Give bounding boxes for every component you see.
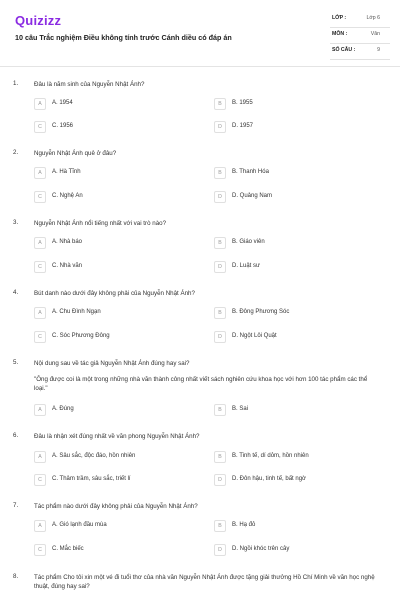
option-letter: B bbox=[214, 167, 226, 179]
question-number: 1. bbox=[13, 80, 19, 87]
option-text: B. Tinh tế, dí dỏm, hồn nhiên bbox=[232, 453, 309, 459]
meta-value: 9 bbox=[377, 47, 380, 53]
option-letter: B bbox=[214, 520, 226, 532]
option-text: B. Đông Phương Sóc bbox=[232, 309, 290, 315]
option-text: C. Thâm trầm, sâu sắc, triết lí bbox=[52, 476, 131, 482]
worksheet-title: 10 câu Trắc nghiệm Điều không tính trước Cánh diều có đáp án bbox=[15, 33, 232, 42]
meta-label: SỐ CÂU : bbox=[332, 47, 356, 53]
option-letter: A bbox=[34, 451, 46, 463]
header-divider bbox=[0, 66, 400, 67]
option-text: A. Chu Đình Ngạn bbox=[52, 309, 101, 315]
option-text: D. Luật sư bbox=[232, 263, 261, 269]
option-letter: D bbox=[214, 261, 226, 273]
worksheet-meta bbox=[330, 12, 390, 60]
option-text: D. Ngồi khóc trên cây bbox=[232, 546, 290, 552]
option-letter: A bbox=[34, 167, 46, 179]
option-letter: B bbox=[214, 307, 226, 319]
option-text: A. Gió lạnh đầu mùa bbox=[52, 522, 107, 528]
option-letter: D bbox=[214, 544, 226, 556]
option-letter: B bbox=[214, 451, 226, 463]
question-number: 5. bbox=[13, 359, 19, 366]
option-text: B. 1955 bbox=[232, 100, 253, 106]
question-text: Tác phẩm Cho tôi xin một vé đi tuổi thơ của nhà văn Nguyễn Nhật Ánh được tặng giải thưởng Hồ Chí Minh về văn học nghệ thuật, đúng hay sai? bbox=[34, 574, 375, 590]
option-letter: C bbox=[34, 331, 46, 343]
option-text: A. Sâu sắc, độc đáo, hồn nhiên bbox=[52, 453, 136, 459]
question-text: Tác phẩm nào dưới đây không phải của Nguyễn Nhật Ánh? bbox=[34, 503, 198, 510]
option-text: D. 1957 bbox=[232, 123, 254, 129]
option-letter: C bbox=[34, 544, 46, 556]
option-letter: D bbox=[214, 474, 226, 486]
option-text: B. Sai bbox=[232, 406, 249, 412]
option-letter: A bbox=[34, 237, 46, 249]
option-text: C. Nghệ An bbox=[52, 193, 83, 199]
option-text: C. 1956 bbox=[52, 123, 74, 129]
option-text: C. Sóc Phương Đông bbox=[52, 333, 110, 339]
question-number: 3. bbox=[13, 219, 19, 226]
meta-row-subject bbox=[330, 28, 390, 44]
option-letter: D bbox=[214, 121, 226, 133]
option-text: D. Quảng Nam bbox=[232, 193, 273, 199]
meta-value: Lớp 6 bbox=[366, 15, 380, 21]
option-text: C. Mắc biếc bbox=[52, 546, 84, 552]
meta-value: Văn bbox=[370, 31, 380, 37]
option-text: B. Giáo viên bbox=[232, 239, 265, 245]
question-text: Nguyễn Nhật Ánh nổi tiếng nhất với vai trò nào? bbox=[34, 220, 167, 227]
question-text: Bút danh nào dưới đây không phải của Nguyễn Nhật Ánh? bbox=[34, 290, 195, 297]
question-text: Đâu là nhận xét đúng nhất về văn phong Nguyễn Nhật Ánh? bbox=[34, 433, 200, 440]
meta-row-count bbox=[330, 44, 390, 60]
quizizz-logo: Quizizz bbox=[15, 13, 62, 28]
question-quote: "Ông được coi là một trong những nhà văn thành công nhất viết sách nghiên cứu khoa học với hơn 100 tác phẩm các thể loại." bbox=[34, 376, 368, 392]
option-text: A. Hà Tĩnh bbox=[52, 169, 81, 175]
option-letter: C bbox=[34, 191, 46, 203]
option-text: D. Đôn hậu, tinh tế, bất ngờ bbox=[232, 476, 306, 482]
option-letter: A bbox=[34, 307, 46, 319]
question-number: 2. bbox=[13, 149, 19, 156]
option-letter: C bbox=[34, 121, 46, 133]
option-text: C. Nhà văn bbox=[52, 263, 83, 269]
option-letter: C bbox=[34, 261, 46, 273]
worksheet-header bbox=[0, 0, 400, 70]
option-text: A. Nhà báo bbox=[52, 239, 83, 245]
question-number: 6. bbox=[13, 432, 19, 439]
question-number: 4. bbox=[13, 289, 19, 296]
meta-row-grade bbox=[330, 12, 390, 28]
option-text: D. Ngột Lôi Quật bbox=[232, 333, 277, 339]
option-letter: A bbox=[34, 98, 46, 110]
option-text: A. Đúng bbox=[52, 406, 74, 412]
option-letter: B bbox=[214, 237, 226, 249]
option-text: A. 1954 bbox=[52, 100, 73, 106]
question-text: Nguyễn Nhật Ánh quê ở đâu? bbox=[34, 150, 117, 157]
question-text: Nội dung sau về tác giả Nguyễn Nhật Ánh đúng hay sai? bbox=[34, 360, 190, 367]
option-letter: C bbox=[34, 474, 46, 486]
option-text: B. Thanh Hóa bbox=[232, 169, 269, 175]
option-letter: D bbox=[214, 191, 226, 203]
question-text: Đâu là năm sinh của Nguyễn Nhật Ánh? bbox=[34, 81, 145, 88]
question-number: 7. bbox=[13, 502, 19, 509]
option-text: B. Hạ đỏ bbox=[232, 522, 256, 528]
option-letter: B bbox=[214, 98, 226, 110]
option-letter: B bbox=[214, 404, 226, 416]
meta-label: LỚP : bbox=[332, 15, 347, 21]
option-letter: A bbox=[34, 520, 46, 532]
meta-label: MÔN : bbox=[332, 31, 348, 37]
question-number: 8. bbox=[13, 573, 19, 580]
option-letter: A bbox=[34, 404, 46, 416]
option-letter: D bbox=[214, 331, 226, 343]
